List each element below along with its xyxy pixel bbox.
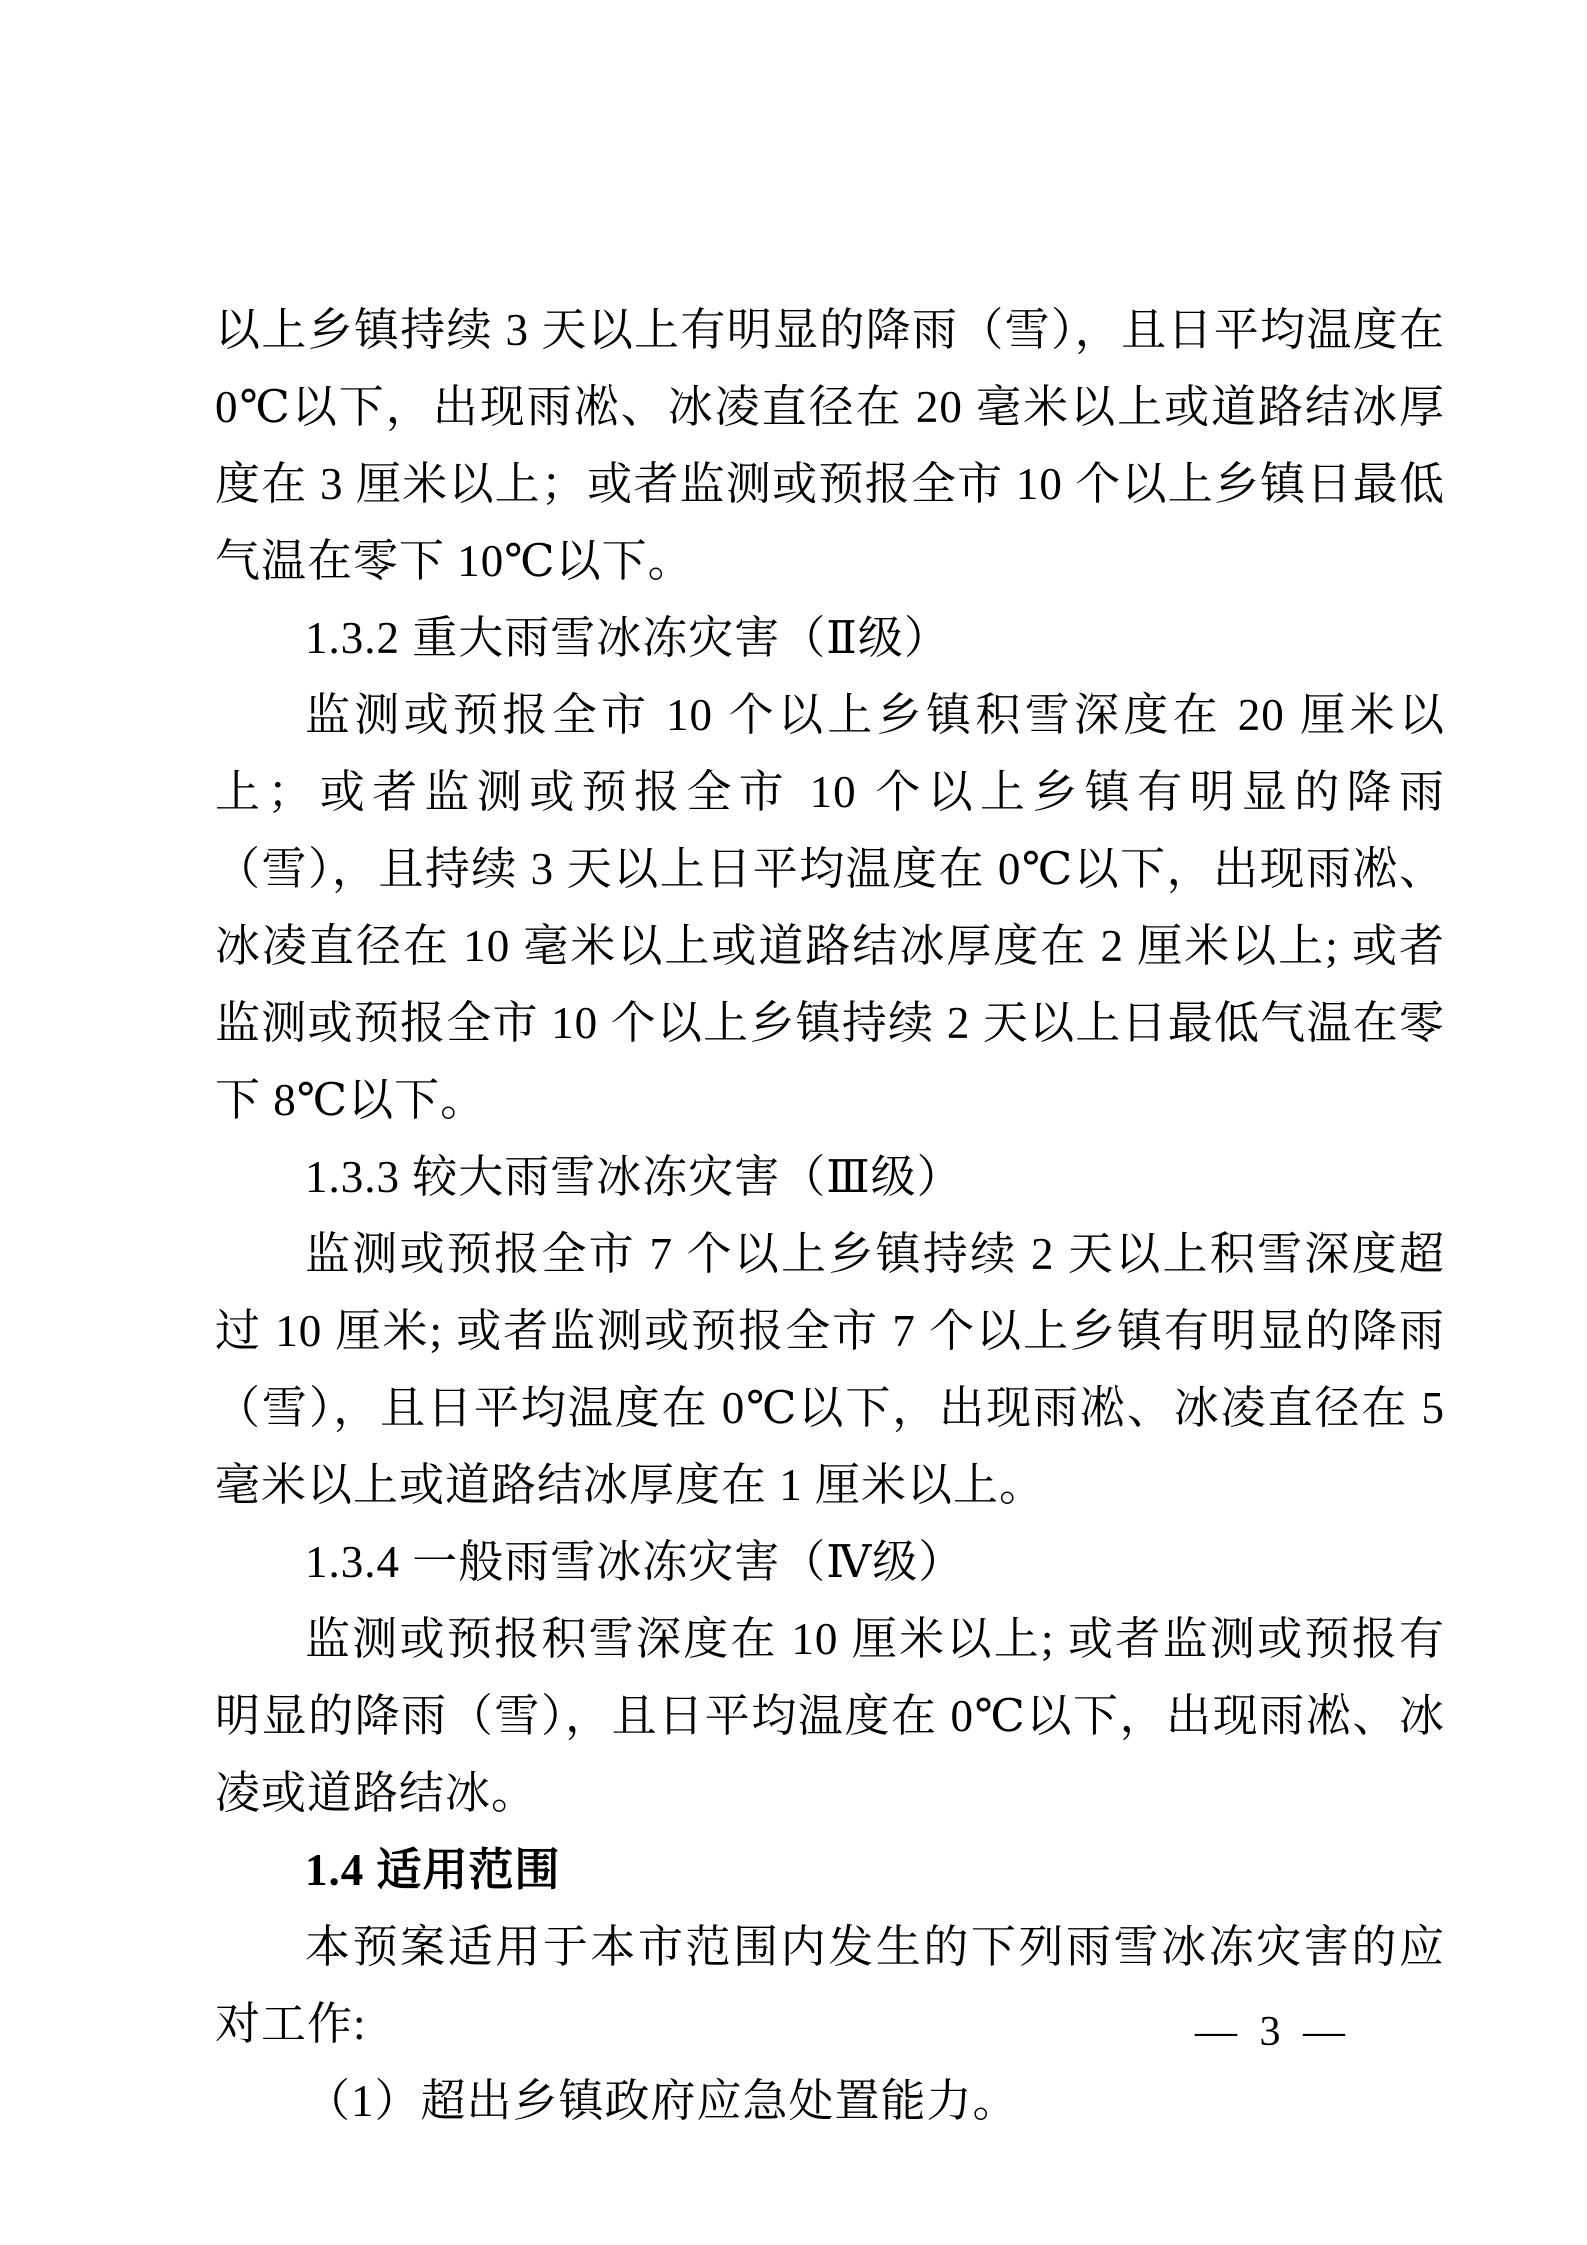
- section-heading-1-4: 1.4 适用范围: [305, 1845, 561, 1895]
- section-heading-1-3-2: 1.3.2 重大雨雪冰冻灾害（Ⅱ级）: [305, 613, 950, 663]
- paragraph-scope-item-1: （1）超出乡镇政府应急处置能力。: [305, 2076, 1019, 2126]
- page-number: — 3 —: [1195, 2009, 1351, 2055]
- paragraph-level2-criteria: 监测或预报全市 10 个以上乡镇积雪深度在 20 厘米以上；或者监测或预报全市 10 个以上乡镇有明显的降雨（雪），且持续 3 天以上日平均温度在 0℃以下，出现雨凇、冰凌直径在 10 毫米以上或道路结冰厚度在 2 厘米以上; 或者监测或预报全市 10 个以上乡镇持续 2 天以上日最低气温在零下 8℃以下。: [215, 690, 1445, 1125]
- paragraph-level4-criteria: 监测或预报积雪深度在 10 厘米以上; 或者监测或预报有明显的降雨（雪），且日平均温度在 0℃以下，出现雨凇、冰凌或道路结冰。: [215, 1614, 1445, 1818]
- document-body: [215, 292, 1445, 2140]
- section-heading-1-3-3: 1.3.3 较大雨雪冰冻灾害（Ⅲ级）: [305, 1152, 963, 1202]
- paragraph-level3-criteria: 监测或预报全市 7 个以上乡镇持续 2 天以上积雪深度超过 10 厘米; 或者监测或预报全市 7 个以上乡镇有明显的降雨（雪），且日平均温度在 0℃以下，出现雨凇、冰凌直径在 5 毫米以上或道路结冰厚度在 1 厘米以上。: [215, 1229, 1445, 1510]
- paragraph-continuation-level1-criteria: 以上乡镇持续 3 天以上有明显的降雨（雪），且日平均温度在 0℃以下，出现雨凇、冰凌直径在 20 毫米以上或道路结冰厚度在 3 厘米以上；或者监测或预报全市 10 个以上乡镇日最低气温在零下 10℃以下。: [215, 305, 1445, 586]
- section-heading-1-3-4: 1.3.4 一般雨雪冰冻灾害（Ⅳ级）: [305, 1537, 965, 1587]
- paragraph-scope-intro: 本预案适用于本市范围内发生的下列雨雪冰冻灾害的应对工作:: [215, 1922, 1445, 2049]
